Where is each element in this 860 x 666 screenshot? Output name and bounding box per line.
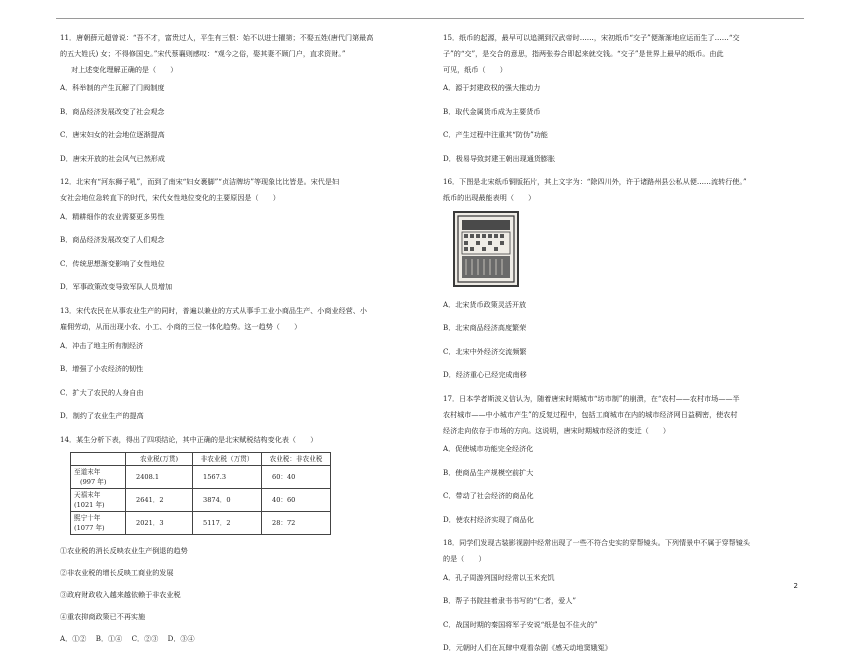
question-18	[443, 535, 803, 654]
table-header-cell: 非农业税（万贯）	[193, 453, 262, 466]
year-cell: 天禧末年 (1021 年)	[71, 489, 126, 512]
option-c: C．带动了社会经济的商品化	[443, 491, 534, 501]
question-14-stem: 14．某生分析下表，得出了四项结论，其中正确的是北宋赋税结构变化表（ ）	[60, 434, 318, 444]
question-13	[60, 303, 420, 422]
table-header-cell: 农业税(万贯)	[126, 453, 193, 466]
option-b: B．商品经济发展改变了社会观念	[60, 106, 165, 116]
option-a: A．促使城市功能完全经济化	[443, 444, 534, 454]
statement-3: ③政府财政收入越来越依赖于非农业税	[60, 590, 181, 600]
option-b: B．增强了小农经济的韧性	[60, 364, 144, 374]
option-b: B．商品经济发展改变了人们观念	[60, 235, 165, 245]
table-cell: 1567.3	[193, 466, 262, 489]
table-cell: 5117．2	[193, 512, 262, 535]
option-c: C．传统思想渐变影响了女性地位	[60, 258, 165, 268]
option-c: C．扩大了农民的人身自由	[60, 387, 144, 397]
table-row	[71, 512, 331, 535]
table-cell: 60：40	[262, 466, 331, 489]
option-a: A．北宋货币政策灵活开放	[443, 299, 527, 309]
year-cell: 至道末年 (997 年)	[71, 466, 126, 489]
table-cell: 2641．2	[126, 489, 193, 512]
table-header-cell	[71, 453, 126, 466]
page-number: 2	[793, 582, 798, 590]
option-a: A．科举制的产生瓦解了门阀制度	[60, 83, 165, 93]
question-11	[60, 30, 420, 165]
question-11-stem: 11．唐朝薛元超曾说：“吾不才，富贵过人，平生有三恨：始不以进士擢第；不娶五姓(唐代门第最高 的五大姓氏) 女；不得修国史。”宋代蔡襄则感叹：“观今之俗，娶其妻不顾门户，直求资财。” 对上述变化理解正确的是（ ）	[60, 33, 374, 74]
table-cell: 28：72	[262, 512, 331, 535]
question-16-stem: 16．下图是北宋纸币铜版拓片，其上文字为：“除四川外，许于诸路州县公私从便……流转行使。” 纸币的出现最能表明（ ）	[443, 177, 747, 203]
table-row	[71, 489, 331, 512]
question-14-options: A．①② B．①④ C．②③ D．③④	[60, 634, 195, 644]
right-column	[443, 30, 803, 666]
left-column	[60, 30, 420, 655]
option-b: B．使商品生产规模空前扩大	[443, 467, 534, 477]
option-a: A．孔子周游列国时经常以玉米充饥	[443, 572, 555, 582]
question-15	[443, 30, 803, 165]
option-c: C．北宋中外经济交流频繁	[443, 346, 527, 356]
table-cell: 2408.1	[126, 466, 193, 489]
option-c: C．唐宋妇女的社会地位逐渐提高	[60, 130, 165, 140]
table-header-row	[71, 453, 331, 466]
option-a: A．源于封建政权的强大推动力	[443, 83, 541, 93]
option-d: D．经济重心已经完成南移	[443, 370, 527, 380]
option-d: D．元朝时人们在瓦肆中观看杂剧《感天动地窦娥冤》	[443, 643, 612, 653]
option-a: A．精耕细作的农业需要更多男性	[60, 211, 165, 221]
question-13-stem: 13．宋代农民在从事农业生产的同时，普遍以兼业的方式从事手工业小商品生产、小商业经营、小 雇佣劳动，从而出现小农、小工、小商的三位一体化趋势。这一趋势（ ）	[60, 305, 367, 331]
question-16	[443, 174, 803, 381]
question-12-stem: 12．北宋有“河东狮子吼”，而到了南宋“妇女裹脚”“贞洁牌坊”等现象比比皆是。宋代是妇 女社会地位急转直下的时代，宋代女性地位变化的主要原因是（ ）	[60, 177, 340, 203]
option-b: B．帮子书院挂着隶书书写的“仁者，爱人”	[443, 596, 577, 606]
header-rule	[56, 18, 804, 19]
table-row	[71, 466, 331, 489]
option-b: B．北宋商品经济高度繁荣	[443, 323, 527, 333]
statement-4: ④重农抑商政策已不再实施	[60, 612, 146, 622]
option-d: D．极易导致封建王朝出现通货膨胀	[443, 153, 556, 163]
question-15-stem: 15．纸币的起源，最早可以追溯到汉武帝时……，宋初纸币“交子”便渐渐地应运而生了……“交 子”的“交”，是交合的意思，指两张券合即起来就交钱。“交子”是世界上最早的纸币。由此 可见，纸币（ ）	[443, 33, 740, 74]
banknote-plate-icon	[455, 213, 517, 285]
question-17-stem: 17．日本学者斯波义信认为，随着唐宋时期城市“坊市制”的崩溃，在“农村——农村市场——半 农村城市——中小城市产生”的反复过程中，包括工商城市在内的城市经济网日益稠密，使农村 经济走向依存于市场的方向。这说明，唐宋时期城市经济的变迁（ ）	[443, 393, 740, 435]
question-12	[60, 174, 420, 293]
statement-1: ①农业税的消长反映农业生产倒退的趋势	[60, 546, 188, 556]
table-cell: 3874．0	[193, 489, 262, 512]
statement-2: ②非农业税的增长反映工商业的发展	[60, 568, 174, 578]
tax-structure-table	[70, 452, 331, 535]
option-d: D．唐宋开放的社会风气已然形成	[60, 153, 165, 163]
table-header-cell: 农业税：非农业税	[262, 453, 331, 466]
question-18-stem: 18．同学们发现古装影视剧中经常出现了一些不符合史实的穿帮镜头。下列情景中不属于穿帮镜头 的是（ ）	[443, 538, 750, 564]
question-17	[443, 391, 803, 526]
option-c: C．战国时期的秦国将军子安说“纸是包不住火的”	[443, 619, 598, 629]
paper-money-rubbing-image	[453, 211, 519, 287]
option-d: D．使农村经济实现了商品化	[443, 514, 534, 524]
option-c: C．产生过程中注重其“防伪”功能	[443, 130, 548, 140]
question-14	[60, 432, 420, 646]
option-b: B．取代金属货币成为主要货币	[443, 106, 541, 116]
table-cell: 40：60	[262, 489, 331, 512]
option-a: A．冲击了地主所有制经济	[60, 340, 144, 350]
year-cell: 熙宁十年 (1077 年)	[71, 512, 126, 535]
option-d: D．制约了农业生产的提高	[60, 411, 144, 421]
option-d: D．军事政策改变导致军队人员增加	[60, 282, 173, 292]
table-cell: 2021．3	[126, 512, 193, 535]
